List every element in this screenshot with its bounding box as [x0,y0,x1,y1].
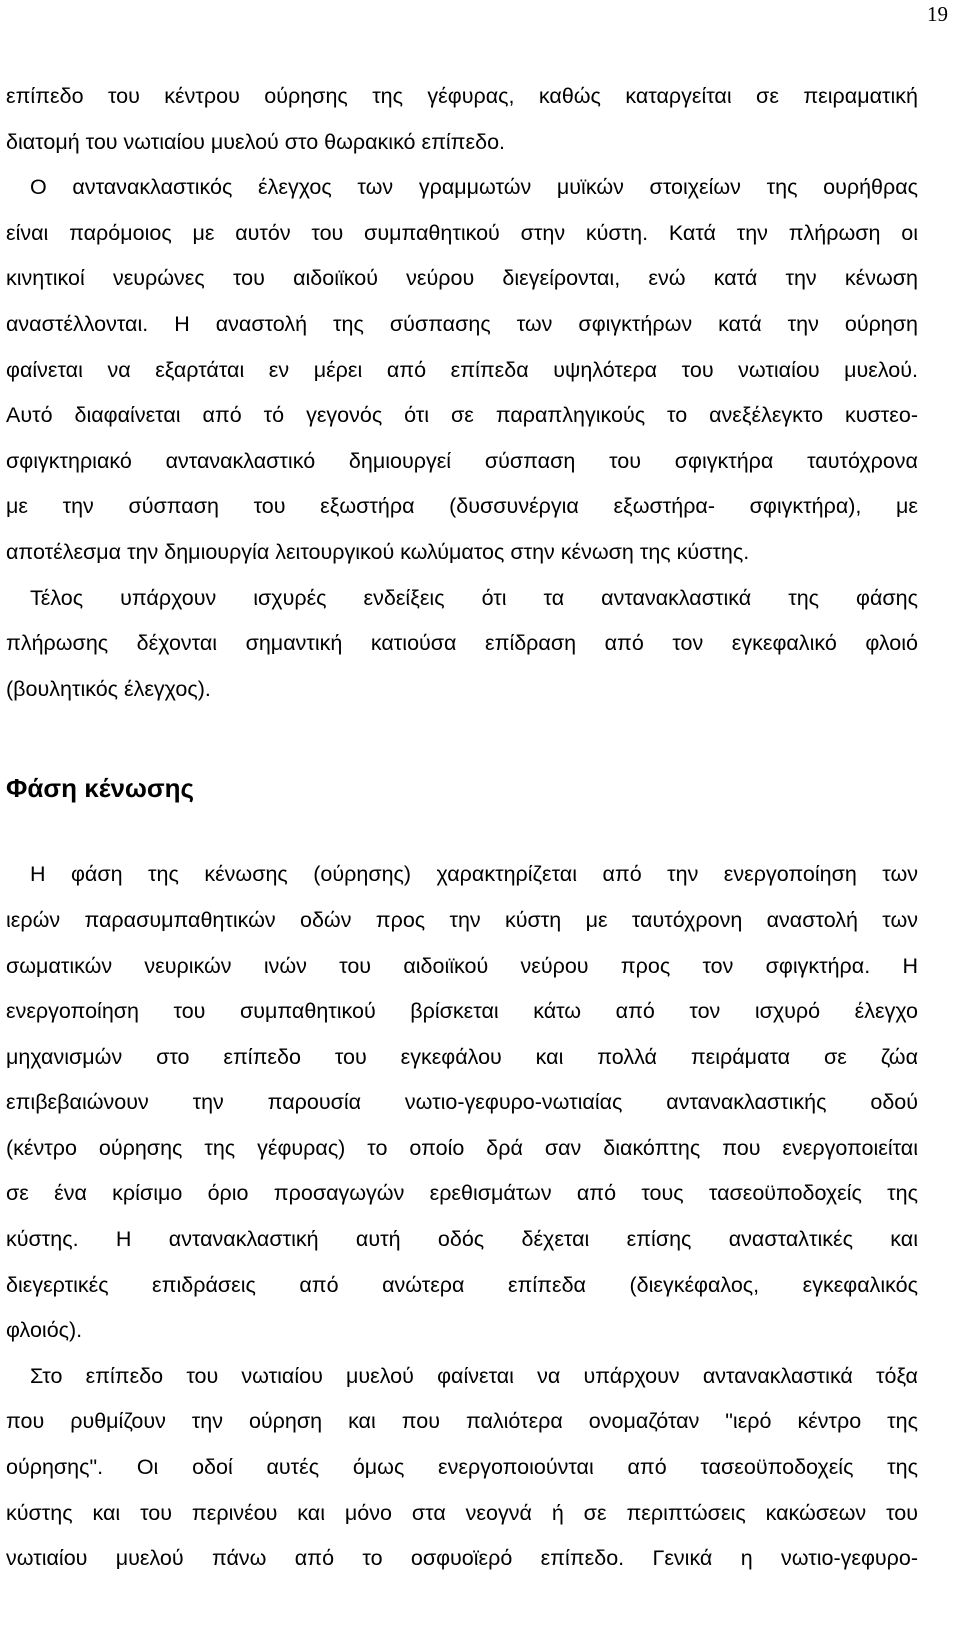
text-line: κύστης και του περινέου και μόνο στα νεογνά ή σε περιπτώσεις κακώσεων του [6,1500,918,1525]
paragraph-striated-sphincter [6,165,918,575]
paragraph-continued [6,74,918,165]
text-line: σωματικών νευρικών ινών του αιδοιϊκού νεύρου προς τον σφιγκτήρα. Η [6,953,918,978]
text-line: με την σύσπαση του εξωστήρα (δυσσυνέργια εξωστήρα- σφιγκτήρα), με [6,494,918,519]
paragraph-spinal-cord [6,1354,918,1582]
text-line: Η φάση της κένωσης (ούρησης) χαρακτηρίζεται από την ενεργοποίηση των [30,862,918,887]
text-line: επιβεβαιώνουν την παρουσία νωτιο-γεφυρο-νωτιαίας αντανακλαστικής οδού [6,1090,918,1115]
paragraph-emptying-phase [6,852,918,1354]
text-line: φλοιός). [6,1318,83,1343]
text-line: μηχανισμών στο επίπεδο του εγκεφάλου και πολλά πειράματα σε ζώα [6,1044,918,1069]
text-line: σφιγκτηριακό αντανακλαστικό δημιουργεί σύσπαση του σφιγκτήρα ταυτόχρονα [6,448,918,473]
text-line: σε ένα κρίσιμο όριο προσαγωγών ερεθισμάτων από τους τασεοϋποδοχείς της [6,1181,918,1206]
text-line: πλήρωσης δέχονται σημαντική κατιούσα επίδραση από τον εγκεφαλικό φλοιό [6,631,918,656]
text-line: Στο επίπεδο του νωτιαίου μυελού φαίνεται να υπάρχουν αντανακλαστικά τόξα [30,1363,918,1388]
text-line: φαίνεται να εξαρτάται εν μέρει από επίπεδα υψηλότερα του νωτιαίου μυελού. [6,357,918,382]
section-heading: Φάση κένωσης [6,773,195,804]
page-number: 19 [927,2,948,26]
text-line: που ρυθμίζουν την ούρηση και που παλιότερα ονομαζόταν "ιερό κέντρο της [6,1409,918,1434]
paragraph-cortical-control [6,576,918,713]
text-line: (βουλητικός έλεγχος). [6,676,211,701]
text-line: είναι παρόμοιος με αυτόν του συμπαθητικού στην κύστη. Κατά την πλήρωση οι [6,220,918,245]
text-line: νωτιαίου μυελού πάνω από το οσφυοϊερό επίπεδο. Γενικά η νωτιο-γεφυρο- [6,1546,918,1571]
text-line: ενεργοποίηση του συμπαθητικού βρίσκεται κάτω από τον ισχυρό έλεγχο [6,999,918,1024]
text-line: Ο αντανακλαστικός έλεγχος των γραμμωτών μυϊκών στοιχείων της ουρήθρας [30,175,918,200]
text-line: κύστης. Η αντανακλαστική αυτή οδός δέχεται επίσης ανασταλτικές και [6,1227,918,1252]
text-line: διατομή του νωτιαίου μυελού στο θωρακικό επίπεδο. [6,129,506,154]
text-line: αναστέλλονται. Η αναστολή της σύσπασης των σφιγκτήρων κατά την ούρηση [6,311,918,336]
text-line: ιερών παρασυμπαθητικών οδών προς την κύστη με ταυτόχρονη αναστολή των [6,907,918,932]
text-line: Τέλος υπάρχουν ισχυρές ενδείξεις ότι τα αντανακλαστικά της φάσης [30,585,918,610]
text-line: επίπεδο του κέντρου ούρησης της γέφυρας, καθώς καταργείται σε πειραματική [6,84,918,108]
text-line: Αυτό διαφαίνεται από τό γεγονός ότι σε παραπληγικούς το ανεξέλεγκτο κυστεο- [6,403,918,428]
text-line: ούρησης". Οι οδοί αυτές όμως ενεργοποιούνται από τασεοϋποδοχείς της [6,1455,918,1480]
text-line: (κέντρο ούρησης της γέφυρας) το οποίο δρά σαν διακόπτης που ενεργοποιείται [6,1135,918,1160]
document-body [6,74,918,1582]
text-line: διεγερτικές επιδράσεις από ανώτερα επίπεδα (διεγκέφαλος, εγκεφαλικός [6,1272,918,1297]
text-line: κινητικοί νευρώνες του αιδοιϊκού νεύρου διεγείρονται, ενώ κατά την κένωση [6,266,918,291]
text-line: αποτέλεσμα την δημιουργία λειτουργικού κωλύματος στην κένωση της κύστης. [6,539,750,564]
